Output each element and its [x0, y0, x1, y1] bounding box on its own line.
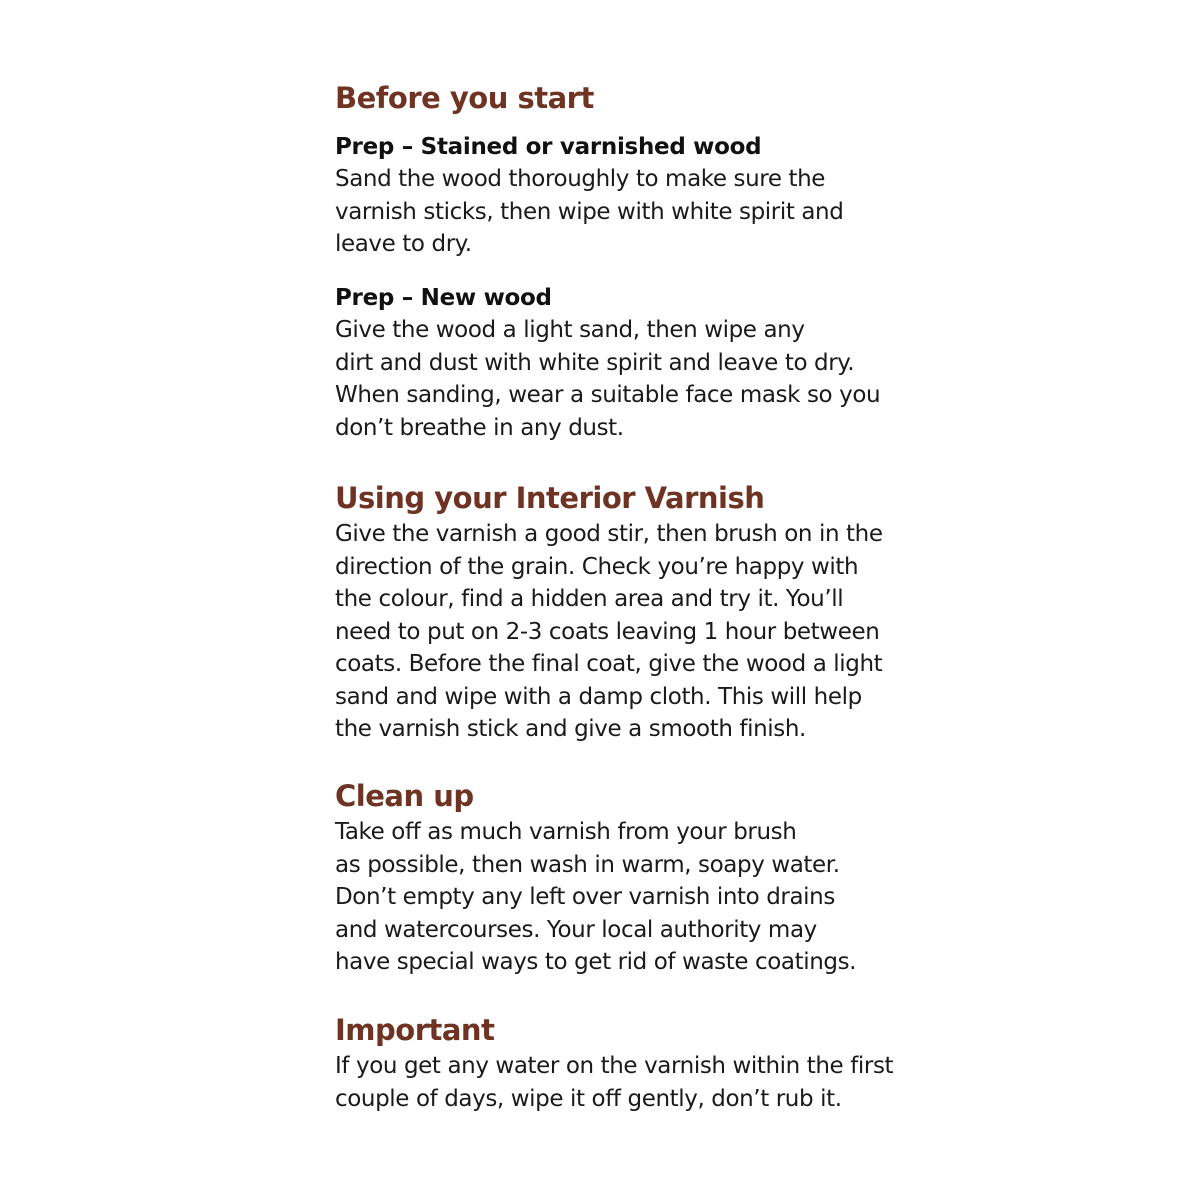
- text-line: Give the wood a light sand, then wipe any: [335, 317, 805, 343]
- paragraph-prep-new-wood: [335, 314, 895, 444]
- text-line: Don’t empty any left over varnish into drains: [335, 884, 835, 910]
- text-line: leave to dry.: [335, 231, 472, 257]
- paragraph-using-varnish: [335, 518, 895, 746]
- heading-before-you-start: Before you start: [335, 81, 594, 115]
- text-line: Take off as much varnish from your brush: [335, 819, 797, 845]
- section-clean-up: [335, 776, 895, 979]
- section-important: [335, 1010, 895, 1115]
- text-line: the colour, find a hidden area and try it. You’ll: [335, 586, 844, 612]
- text-line: the varnish stick and give a smooth finish.: [335, 716, 806, 742]
- subsection-prep-new-wood: [335, 282, 895, 444]
- text-line: have special ways to get rid of waste coatings.: [335, 949, 857, 975]
- text-line: sand and wipe with a damp cloth. This will help: [335, 683, 862, 710]
- paragraph-important: [335, 1050, 895, 1115]
- subheading-prep-new-wood: Prep – New wood: [335, 285, 552, 311]
- text-line: and watercourses. Your local authority may: [335, 916, 817, 943]
- text-line: When sanding, wear a suitable face mask so you: [335, 382, 881, 408]
- text-line: coats. Before the final coat, give the wood a light: [335, 651, 883, 677]
- text-line: need to put on 2-3 coats leaving 1 hour between: [335, 618, 880, 645]
- heading-clean-up: Clean up: [335, 779, 474, 813]
- instructions-panel: [335, 74, 895, 1134]
- heading-important: Important: [335, 1013, 495, 1047]
- paragraph-clean-up: [335, 816, 895, 979]
- subsection-prep-stained: [335, 131, 895, 261]
- text-line: If you get any water on the varnish within the first: [335, 1053, 894, 1079]
- text-line: don’t breathe in any dust.: [335, 414, 624, 441]
- text-line: Sand the wood thoroughly to make sure the: [335, 166, 826, 192]
- text-line: couple of days, wipe it off gently, don’t rub it.: [335, 1085, 842, 1112]
- heading-using-varnish: Using your Interior Varnish: [335, 481, 765, 515]
- text-line: dirt and dust with white spirit and leave to dry.: [335, 349, 855, 376]
- subheading-prep-stained: Prep – Stained or varnished wood: [335, 134, 762, 160]
- section-using-varnish: [335, 478, 895, 746]
- section-before-you-start: [335, 78, 895, 118]
- text-line: direction of the grain. Check you’re happy with: [335, 553, 859, 580]
- paragraph-prep-stained: [335, 163, 895, 261]
- text-line: Give the varnish a good stir, then brush on in the: [335, 521, 883, 547]
- text-line: as possible, then wash in warm, soapy water.: [335, 851, 840, 878]
- text-line: varnish sticks, then wipe with white spirit and: [335, 198, 844, 225]
